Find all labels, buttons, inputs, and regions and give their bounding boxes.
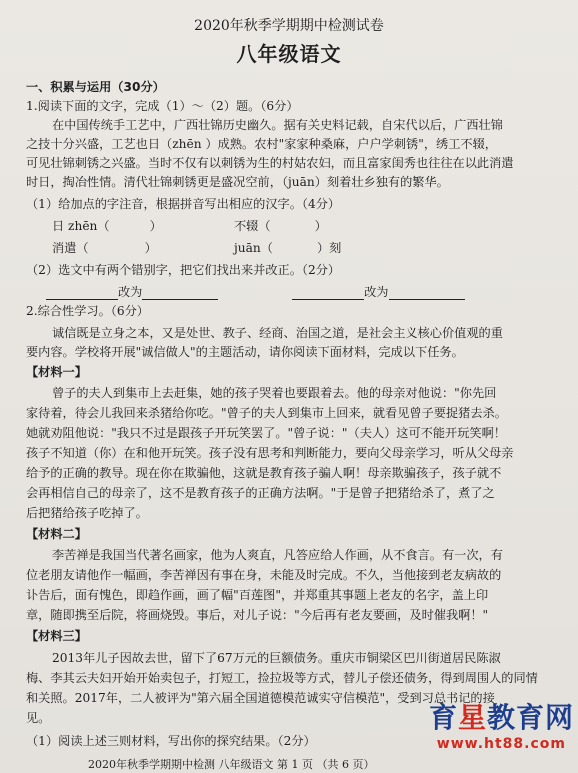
label-gai-wei: 改为: [118, 285, 143, 299]
label-ri-zhen: 日 zhēn（: [52, 219, 110, 233]
question-2-title: 2.综合性学习。（6分）: [26, 304, 149, 318]
watermark-url: www.ht88.com: [436, 736, 566, 752]
material-3-label: 【材料三】: [26, 629, 87, 643]
watermark-logo-text: 育星教育网: [428, 701, 574, 734]
material-1-line: 曾子的夫人到集市上去赶集，她的孩子哭着也要跟着去。他的母亲对他说："你先回: [52, 386, 497, 400]
material-2-line: 李苦禅是我国当代著名画家，他为人爽直，凡答应给人作画，从不食言。有一次，有: [52, 548, 503, 562]
exam-title: 2020年秋季学期期中检测试卷: [194, 18, 384, 34]
material-3-line: 见。: [26, 711, 51, 725]
subject-title: 八年级语文: [236, 42, 342, 66]
label-gai-wei: 改为: [364, 285, 389, 299]
paren-close: ）: [144, 241, 157, 255]
answer-blank[interactable]: [46, 287, 118, 300]
page-footer: 2020年秋季学期期中检测 八年级语文 第 1 页 （共 6 页）: [88, 758, 375, 771]
answer-blank[interactable]: [292, 287, 364, 300]
pinyin-row-1-left: [52, 218, 162, 234]
passage-line: 可见壮锦刺锈之兴盛。当时不仅有以刺锈为生的村姑农妇，而且富家闺秀也往往在以此消遣: [26, 156, 514, 170]
intro-line: 诚信既是立身之本，又是处世、教子、经商、治国之道，是社会主义核心价值观的重: [52, 326, 503, 340]
intro-line: 要内容。学校将开展"诚信做人"的主题活动，请你阅读下面材料，完成以下任务。: [26, 345, 464, 359]
material-1-label: 【材料一】: [26, 365, 87, 379]
passage-line: 在中国传统手工艺中，广西壮锦历史幽久。据有关史料记载，自宋代以后，广西壮锦: [52, 118, 503, 132]
material-2-line: 章，随即携至后院，将画烧毁。事后，对儿子说："今后再有老友要画，及时催我啊！": [26, 608, 489, 622]
material-3-line: 2013年儿子因故去世，留下了67万元的巨额债务。重庆市铜梁区巴川街道居民陈淑: [52, 651, 501, 665]
material-2-line: 位老朋友请他作一幅画，李苦禅因有事在身，未能及时完成。不久，当他接到老友病故的: [26, 568, 502, 582]
site-watermark: [429, 702, 574, 752]
label-bu-chuo: 不辍（: [234, 219, 271, 233]
material-1-line: 后把猪给孩子吃掉了。: [26, 506, 148, 520]
material-3-line: 和关照。2017年，二人被评为"第六届全国道德模范诚实守信模范"，受到习总书记的接: [26, 691, 495, 705]
pinyin-row-2-right: [234, 240, 341, 256]
material-2-label: 【材料二】: [26, 527, 87, 541]
answer-blank[interactable]: [389, 287, 465, 300]
answer-blank[interactable]: [142, 287, 218, 300]
label-xiao-qian: 消遣（: [52, 241, 89, 255]
passage-line: 之技十分兴盛，工艺也日（zhēn ）成熟。农村"家家种桑麻，户户学刺锈"，绣工不辍，: [26, 137, 497, 151]
passage-line: 时日，掏冶性情。清代壮锦刺锈更是盛况空前，（juān）刻着壮乡独有的繁华。: [26, 175, 449, 189]
question-1-sub1: （1）给加点的字注音，根据拼音写出相应的汉字。（4分）: [26, 197, 341, 211]
pinyin-row-2-left: [52, 240, 157, 256]
paren-close: ）: [314, 219, 327, 233]
material-1-line: 孩子不知道（你）在和他开玩笑。孩子没有思考和判断能力，要向父母亲学习，听从父母亲: [26, 446, 514, 460]
correction-row: [46, 284, 465, 300]
material-1-line: 家待着，待会儿我回来杀猪给你吃。"曾子的夫人到集市上回来，就看见曾子要捉猪去杀。: [26, 406, 507, 420]
question-2-sub1: （1）阅读上述三则材料，写出你的探究结果。（2分）: [26, 734, 316, 748]
paren-close: ）: [149, 219, 162, 233]
material-1-line: 会再相信自己的母亲了，这不是教育孩子的正确方法啊。"于是曾子把猪给杀了，煮了之: [26, 486, 495, 500]
label-juan: juān（: [234, 241, 273, 255]
material-2-line: 讣告后，面有愧色，即趋作画，画了幅"百莲图"，并郑重其事题上老友的名字，盖上印: [26, 588, 489, 602]
material-1-line: 她就劝阻他说："我只不过是跟孩子开玩笑罢了。"曾子说："（夫人）这可不能开玩笑啊！: [26, 426, 506, 440]
section-heading: 一、积累与运用（30分）: [26, 80, 165, 94]
paren-close: ）刻: [316, 241, 342, 255]
pinyin-row-1-right: [234, 218, 327, 234]
question-1-sub2: （2）选文中有两个错别字，把它们找出来并改正。（2分）: [26, 263, 341, 277]
material-1-line: 给予的正确的教导。现在你在欺骗他，这就是教育孩子骗人啊！母亲欺骗孩子，孩子就不: [26, 466, 502, 480]
question-1-title: 1.阅读下面的文字，完成（1）～（2）题。（6分）: [26, 99, 299, 113]
material-3-line: 梅、李其云夫妇开始开始卖包子，打短工，捡拉圾等方式，替儿子偿还债务，得到周围人的同情: [26, 671, 538, 685]
